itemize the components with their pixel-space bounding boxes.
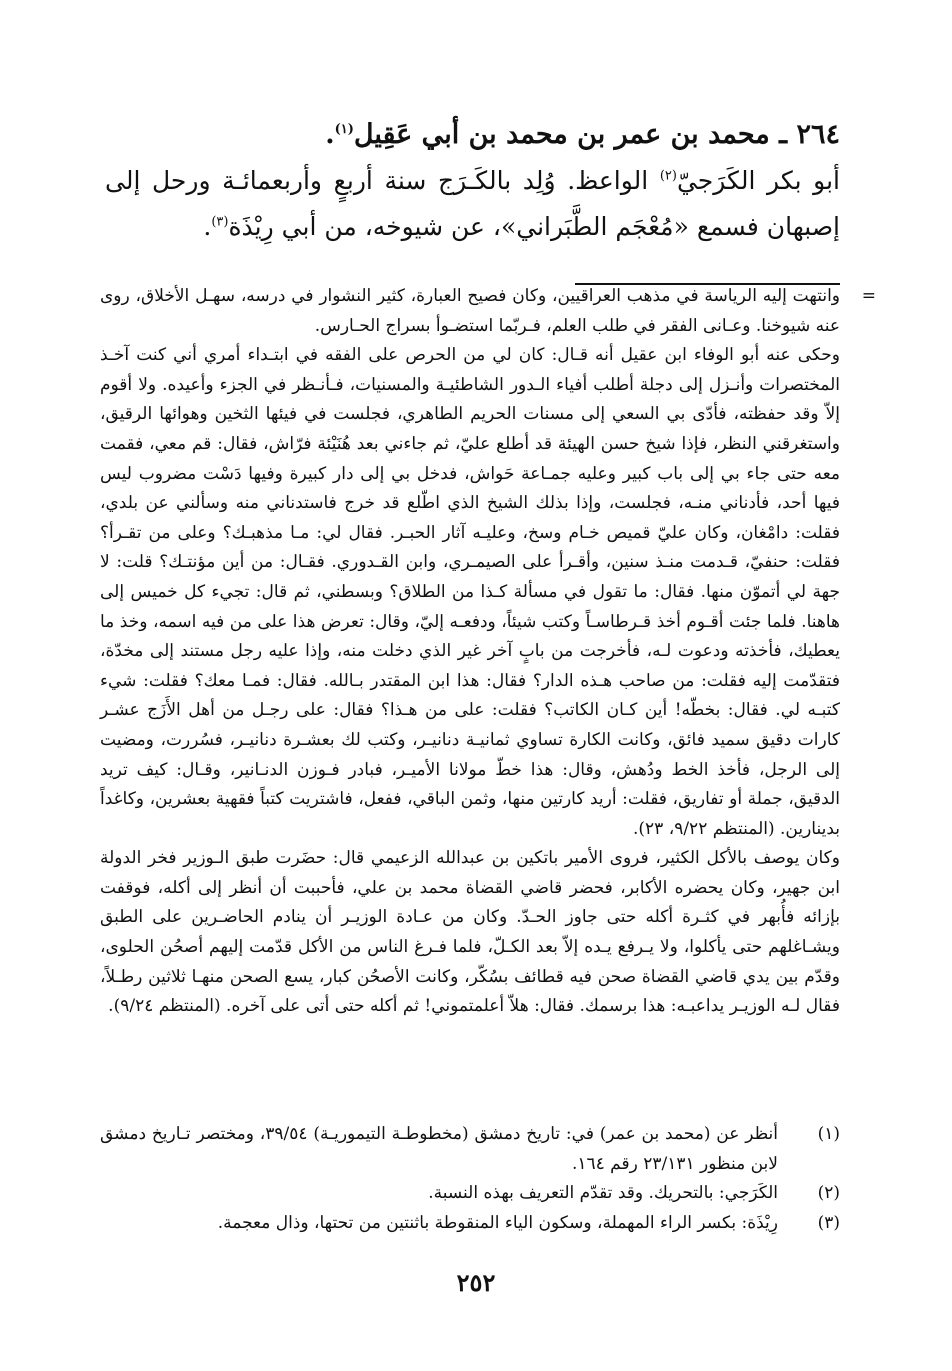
footnote-number: (٣)	[817, 1212, 840, 1233]
page-number: ٢٥٢	[456, 1268, 496, 1297]
entry-body-part2: الواعظ. وُلِد بالكَـرَج سنة أربعٍ وأربعمائـة ورحل إلى إصبهان فسمع «مُعْجَم الطَّبَراني»، عن شيوخه، من أبي رِيْذَة	[105, 166, 840, 241]
footnotes	[100, 1120, 840, 1238]
continued-notes	[100, 282, 876, 1022]
footnote-text: رِيْذَة: بكسر الراء المهملة، وسكون الياء المنقوطة باثنتين من تحتها، وذال معجمة.	[217, 1212, 778, 1233]
notes-paragraph: وكان يوصف بالأكل الكثير، فروى الأمير باتكين بن عبدالله الزعيمي قال: حضَرت طبق الـوزير فخر الدولة ابن جهير، وكان يحضره الأكابر، فحضر قاضي القضاة محمد بن علي، فأحببت أن أنظر إلى أكله، فوقفت بإزائه فأُبهر في كثـرة أكله حتى جاوز الحـدّ. وكان من عـادة الوزيـر أن ينادم الحاضـرين على الطبق ويشـاغلهم حتى يأكلوا، ولا يـرفع يـده إلاّ بعد الكـلّ، فلما فـرغ الناس من الأكل قدّمت إليهم أصحُن الحلوى، وقدّم بين يدي قاضي القضاة صحن فيه قطائف بسُكّر، وكانت الأصحُن كبار، يسع الصحن منهـا ثلاثين رطـلاً، فقال لـه الوزيـر يداعبـه: هذا برسمك. فقال: هلاّ أعلمتموني! ثم أكله حتى أتى على آخره. (المنتظم ٩/٢٤).	[100, 848, 840, 1017]
title-end-mark: .	[325, 119, 335, 150]
footnote-text: الكَرَجي: بالتحريك. وقد تقدّم التعريف بهذه النسبة.	[428, 1183, 778, 1204]
footnote-ref-2: (٢)	[659, 168, 677, 184]
footnote-number: (١)	[817, 1124, 840, 1144]
footnote-ref-3: (٣)	[211, 214, 229, 230]
entry-title-text: ٢٦٤ ـ محمد بن عمر بن محمد بن أبي عَقِيل	[353, 119, 840, 150]
continuation-mark: =	[861, 286, 876, 306]
notes-paragraph: وانتهت إليه الرياسة في مذهب العراقيين، وكان فصيح العبارة، كثير النشوار في درسه، سهـل الأخلاق، روى عنه شيوخنا. وعـانى الفقر في طلب العلم، فـربّما استضـوأ بسراج الحـارس.	[100, 286, 840, 336]
entry-body	[105, 158, 840, 250]
biography-entry	[105, 112, 840, 250]
footnote-number: (٢)	[817, 1183, 840, 1204]
footnote-1	[100, 1120, 840, 1179]
notes-paragraph: وحكى عنه أبو الوفاء ابن عقيل أنه قـال: كان لي من الحرص على الفقه في ابتـداء أمري أني كنت آخـذ المختصرات وأنـزل إلى دجلة أطلب أفياء الـدور الشاطئيـة والمسنيات، فـأنـظر في الجزء وأعيده. ولا أقوم إلاّ وقد حفظته، فأدّى بي السعي إلى مسنات الحريم الطاهري، فجلست في فيئها الثخين وهوائها الرقيق، واستغرقني النظر، فإذا شيخ حسن الهيئة قد أطلع عليّ، ثم جاءني بعد هُنَيْئة فرّاش، فقال: قم معي، فقمت معه حتى جاء بي إلى باب كبير وعليه جمـاعة حَواش، فدخل بي إلى دار كبيرة وفيها دَسْت مضروب ليس فيها أحد، فأدناني منـه، فجلست، وإذا بذلك الشيخ الذي اطّلع قد خرج فاستدناني منه وسألني عن بلدي، فقلت: دامْغان، وكان عليّ قميص خـام وسخ، وعليـه آثار الحبـر. فقال لي: مـا مذهبـك؟ وعلى من تقـرأ؟ فقلت: حنفيّ، قـدمت منـذ سنين، وأقـرأ على الصيمـري، وابن القـدوري. فقـال: من أين مؤنتـك؟ قلت: لا جهة لي أتموّن منها. فقال: ما تقول في مسألة كـذا من الطلاق؟ وبسطني، ثم قال: تجيء كل خميس إلى هاهنا. فلما جئت أقـوم أخذ قـرطاسـاً وكتب شيئاً، ودفعـه إليّ، وقال: تعرض هذا على من فيه اسمه، وخذ ما يعطيك، فأخذته ودعوت لـه، فأخرجت من بابٍ آخر غير الذي دخلت منه، وإذا عليه رجل مستند إلى مخدّة، فتقدّمت إليه فقلت: من صاحب هـذه الدار؟ فقال: هذا ابن المقتدر بـالله. فقال: فمـا معك؟ فقلت: شيء كتبـه لي. فقال: بخطّه! أين كـان الكاتب؟ فقلت: على من هـذا؟ فقال: على رجـل من أهل الأَزَج عشـر كارات دقيق سميد فائق، وكانت الكارة تساوي ثمانيـة دنانيـر، وكتب لك بعشـرة دنانيـر، فسُررت، ومضيت إلى الرجل، فأخذ الخط ودُهش، وقال: هذا خطّ مولانا الأميـر، فبادر فـوزن الدنـانير، وقـال: كيف تريد الدقيق، جملة أو تفاريق، فقلت: أريد كارتين منها، وثمن الباقي، ففعل، فاشتريت كتباً فقهية بعشرين، وكاغداً بدينارين. (المنتظم ٩/٢٢، ٢٣).	[100, 345, 840, 839]
entry-body-part1: أبو بكر الكَرَجيّ	[676, 166, 840, 195]
body-end-mark: .	[203, 212, 212, 241]
footnote-ref-1: (١)	[334, 122, 354, 137]
footnote-2	[100, 1179, 840, 1209]
footnote-3	[100, 1209, 840, 1239]
footnote-text: أنظر عن (محمد بن عمر) في: تاريخ دمشق (مخطوطـة التيموريـة) ٣٩/٥٤، ومختصر تـاريخ دمشق لابن منظور ٢٣/١٣١ رقم ١٦٤.	[100, 1124, 778, 1174]
entry-title	[105, 112, 840, 158]
